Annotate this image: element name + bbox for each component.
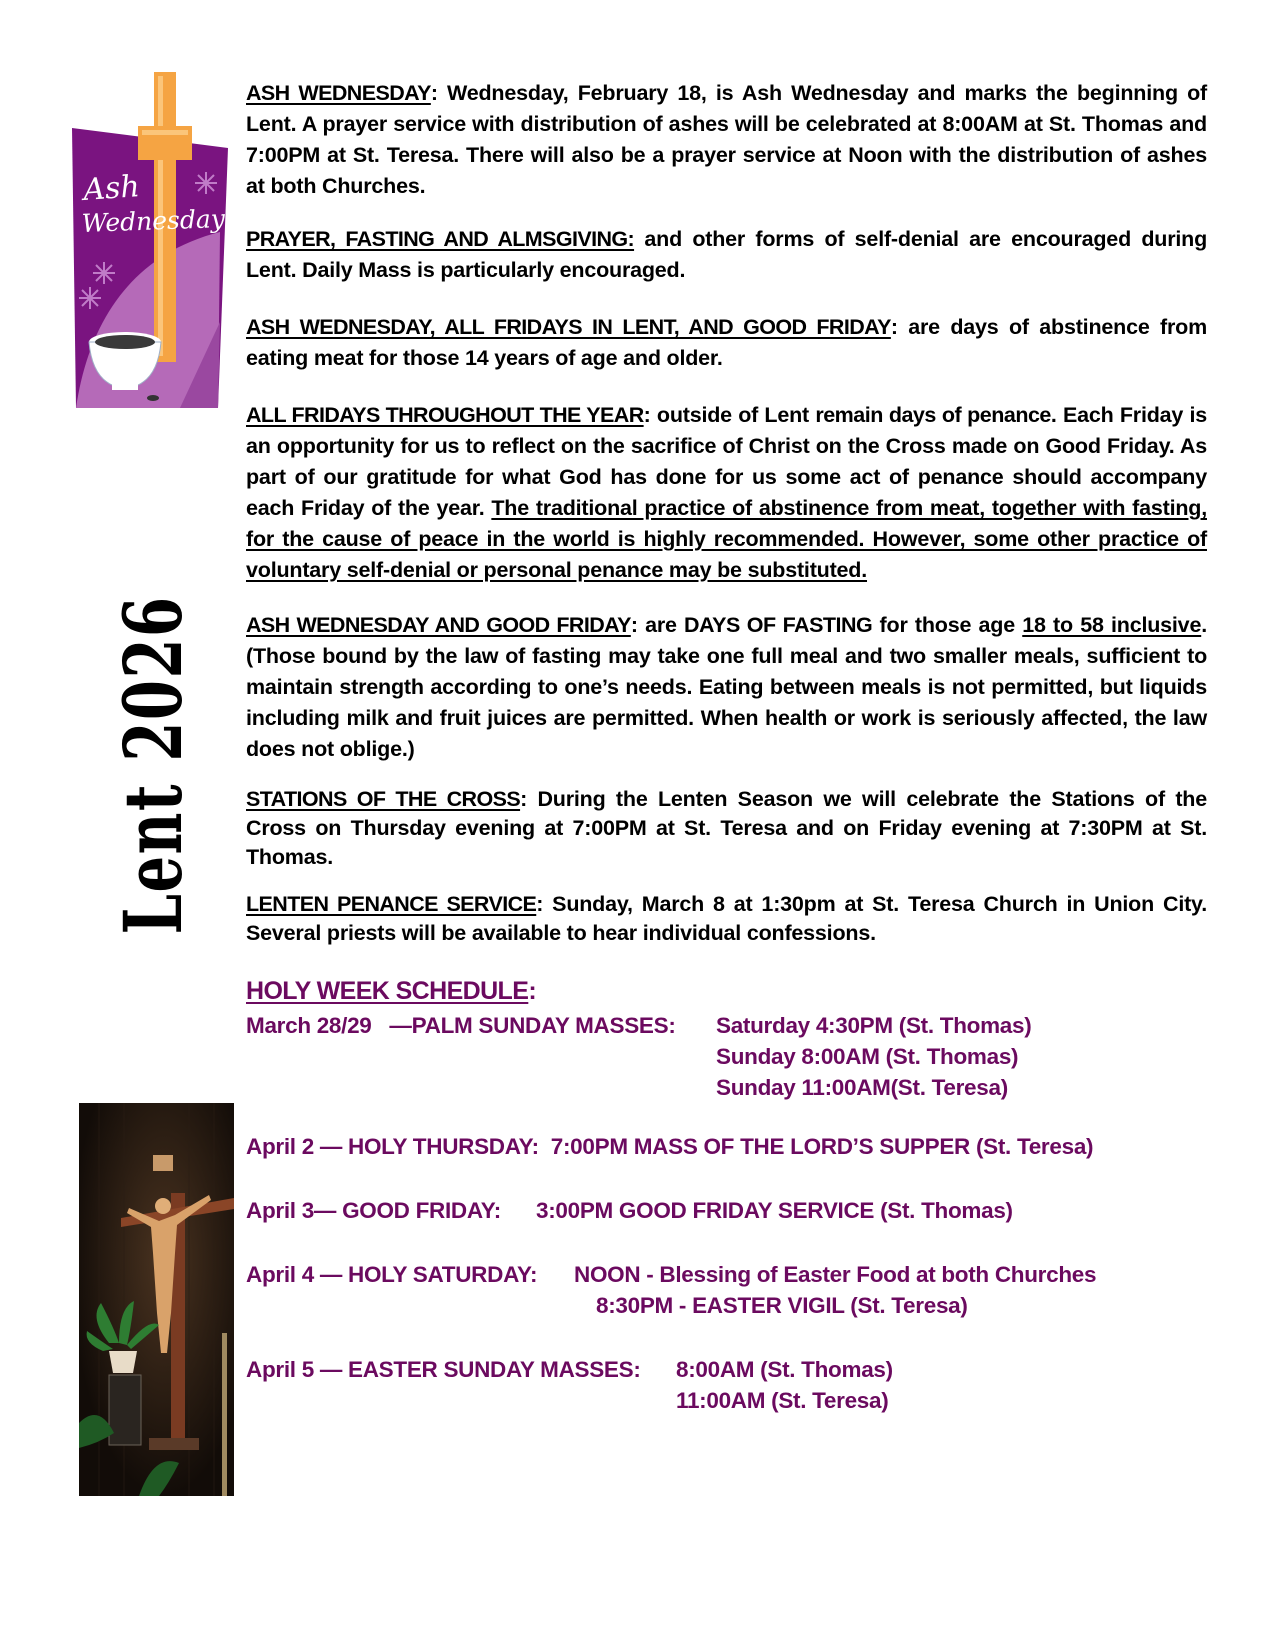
side-title-text: Lent 2026 <box>106 595 200 935</box>
section-stations-of-the-cross: STATIONS OF THE CROSS: During the Lenten Season we will celebrate the Stations of the Cross on Thursday evening at 7:00PM at St. Teresa and on Friday evening at 7:30PM at St. Thomas. <box>246 787 1207 869</box>
section-prayer-fasting-almsgiving <box>246 224 1207 286</box>
crucifix-image <box>79 1103 234 1496</box>
schedule-date: March 28/29 <box>246 1013 372 1038</box>
section-heading: LENTEN PENANCE SERVICE <box>246 892 537 916</box>
emphasis-text: remain days of penance <box>815 403 1051 427</box>
schedule-good-friday <box>246 1195 1207 1226</box>
schedule-date: April 4 <box>246 1262 314 1287</box>
section-heading: STATIONS OF THE CROSS <box>246 787 521 811</box>
svg-text:Wednesday: Wednesday <box>81 204 226 238</box>
section-heading: PRAYER, FASTING AND ALMSGIVING: <box>246 227 635 251</box>
schedule-holy-thursday <box>246 1131 1207 1162</box>
section-all-fridays: ALL FRIDAYS THROUGHOUT THE YEAR: outside of Lent remain days of penance. Each Friday is an opportunity for us to reflect on the sacrifice of Christ on the Cross made on Good Friday. As part of our gratitude for what God has done for us some act of penance should accompany each Friday of the year. The traditional practice of abstinence from meat, together with fasting, for the cause of peace in the world is highly recommended. However, some other practice of voluntary self-denial or personal penance may be substituted. <box>246 403 1207 582</box>
schedule-date: April 2 <box>246 1134 314 1159</box>
ash-wednesday-clipart <box>70 72 230 428</box>
ash-wednesday-illustration <box>70 72 230 428</box>
section-body: Sunday, March 8 at 1:30pm at St. Teresa Church in Union City. Several priests will be available to hear individual confessions. <box>246 892 1207 945</box>
schedule-time: 3:00PM GOOD FRIDAY SERVICE (St. Thomas) <box>536 1198 1013 1223</box>
schedule-time: 11:00AM (St. Teresa) <box>676 1388 889 1413</box>
section-heading: ASH WEDNESDAY <box>246 81 431 105</box>
schedule-time: 8:30PM - EASTER VIGIL (St. Teresa) <box>596 1293 968 1318</box>
section-heading: ASH WEDNESDAY, ALL FRIDAYS IN LENT, AND GOOD FRIDAY <box>246 315 891 339</box>
schedule-time: Saturday 4:30PM (St. Thomas) <box>716 1013 1032 1038</box>
schedule-palm-sunday <box>246 1010 1207 1103</box>
section-body: Wednesday, February 18, is Ash Wednesday and marks the beginning of Lent. A prayer service with distribution of ashes will be celebrated at 8:00AM at St. Thomas and 7:00PM at St. Teresa. There will also be a prayer service at Noon with the distribution of ashes at both Churches. <box>246 81 1207 198</box>
section-days-of-abstinence: ASH WEDNESDAY, ALL FRIDAYS IN LENT, AND GOOD FRIDAY: are days of abstinence from eating meat for those 14 years of age and older. <box>246 315 1207 370</box>
schedule-label: —PALM SUNDAY MASSES: <box>389 1013 676 1038</box>
section-lenten-penance-service: LENTEN PENANCE SERVICE: Sunday, March 8 at 1:30pm at St. Teresa Church in Union City. Several priests will be available to hear individual confessions. <box>246 892 1207 945</box>
section-heading: ALL FRIDAYS THROUGHOUT THE YEAR <box>246 403 644 427</box>
bulletin-content <box>246 78 1207 1449</box>
lent-2026-vertical-title <box>106 595 200 935</box>
schedule-label: — GOOD FRIDAY: <box>313 1198 501 1223</box>
schedule-time: 8:00AM (St. Thomas) <box>676 1357 893 1382</box>
holy-week-schedule <box>246 974 1207 1416</box>
svg-text:Ash: Ash <box>82 169 141 208</box>
section-body: and other forms of self-denial are encouraged during Lent. Daily Mass is particularly encouraged. <box>246 227 1207 282</box>
emphasis-text: DAYS OF FASTING <box>684 613 873 637</box>
schedule-label: — HOLY SATURDAY: <box>319 1262 538 1287</box>
underlined-recommendation: The traditional practice of abstinence from meat, together with fasting, for the cause of peace in the world is highly recommended. However, some other practice of voluntary self-denial or personal penance may be substituted. <box>246 496 1207 582</box>
crucifix-photo <box>79 1103 234 1496</box>
schedule-time: Sunday 11:00AM(St. Teresa) <box>716 1075 1008 1100</box>
section-body: During the Lenten Season we will celebrate the Stations of the Cross on Thursday evening at 7:00PM at St. Teresa and on Friday evening at 7:30PM at St. Thomas. <box>246 787 1207 869</box>
holy-week-title: HOLY WEEK SCHEDULE: <box>246 977 537 1005</box>
section-ash-wednesday: ASH WEDNESDAY: Wednesday, February 18, is Ash Wednesday and marks the beginning of Lent. A prayer service with distribution of ashes will be celebrated at 8:00AM at St. Thomas and 7:00PM at St. Teresa. There will also be a prayer service at Noon with the distribution of ashes at both Churches. <box>246 81 1207 198</box>
schedule-label: — HOLY THURSDAY: <box>319 1134 539 1159</box>
schedule-date: April 5 <box>246 1357 314 1382</box>
schedule-time: NOON - Blessing of Easter Food at both Churches <box>574 1262 1097 1287</box>
section-body: are days of abstinence from eating meat for those 14 years of age and older. <box>246 315 1207 370</box>
schedule-time: 7:00PM MASS OF THE LORD’S SUPPER (St. Teresa) <box>550 1134 1094 1159</box>
age-range: 18 to 58 inclusive <box>1022 613 1202 637</box>
schedule-date: April 3 <box>246 1198 314 1223</box>
schedule-time: Sunday 8:00AM (St. Thomas) <box>716 1044 1019 1069</box>
section-days-of-fasting: ASH WEDNESDAY AND GOOD FRIDAY: are DAYS OF FASTING for those age 18 to 58 inclusive. (Those bound by the law of fasting may take one full meal and two smaller meals, sufficient to maintain strength according to one’s needs. Eating between meals is not permitted, but liquids including milk and fruit juices are permitted. When health or work is seriously affected, the law does not oblige.) <box>246 613 1207 761</box>
section-heading: ASH WEDNESDAY AND GOOD FRIDAY <box>246 613 631 637</box>
schedule-holy-saturday <box>246 1259 1207 1321</box>
schedule-easter-sunday <box>246 1354 1207 1416</box>
schedule-label: — EASTER SUNDAY MASSES: <box>319 1357 641 1382</box>
